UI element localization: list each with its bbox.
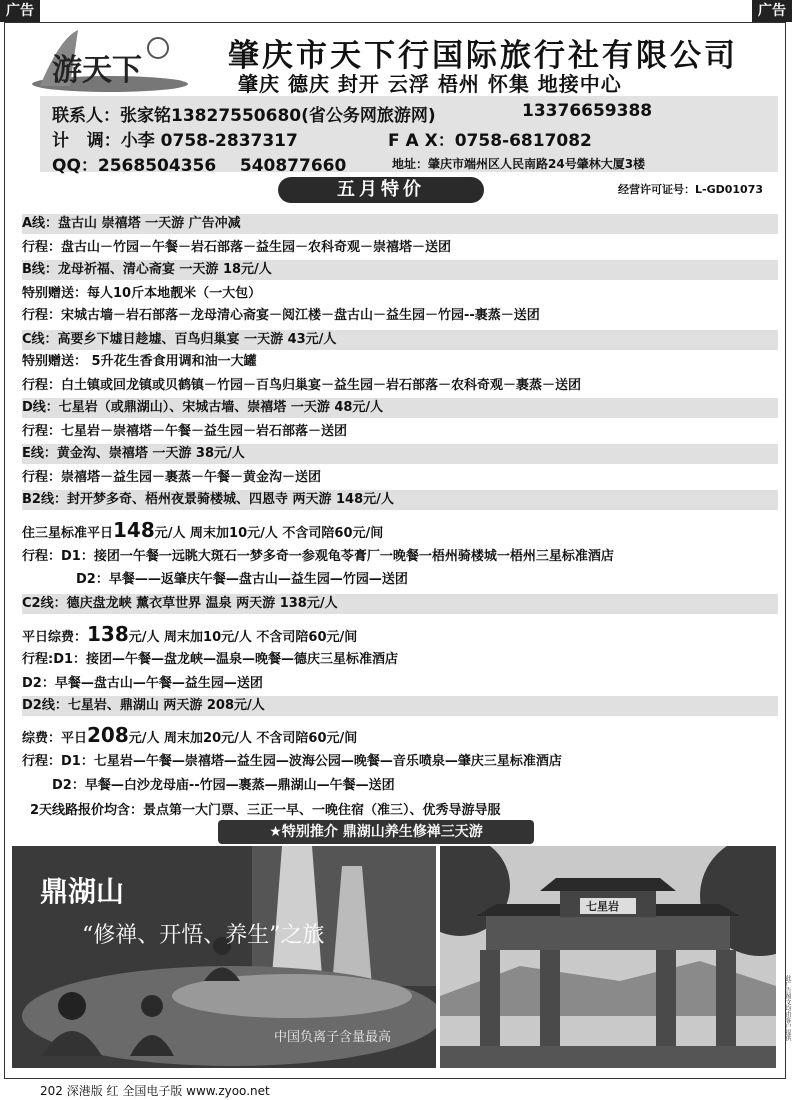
- route-row: 行程：宋城古墙－岩石部落－龙母清心斋宴－阅江楼－盘古山－益生园－竹园--裹蒸－送团: [22, 308, 540, 323]
- photo-title: 鼎湖山: [40, 875, 125, 908]
- side-disclaimer: 此广告图文均由客户提供: [784, 975, 791, 1041]
- contact-dispatch: 计 调：小李 0758-2837317: [52, 131, 298, 151]
- route-row: B线：龙母祈福、清心斋宴 一天游 18元/人: [22, 260, 778, 280]
- ad-label-right: 广告: [752, 0, 792, 22]
- contact-address: 地址：肇庆市端州区人民南路24号肇林大厦3楼: [392, 157, 646, 171]
- route-row: B2线：封开梦多奇、梧州夜景骑楼城、四恩寺 两天游 148元/人: [22, 490, 778, 510]
- c2-price: 平日综费：138元/人 周末加10元/人 不含司陪60元/间: [22, 622, 358, 646]
- contact-qq: QQ：2568504356 540877660: [52, 156, 347, 176]
- company-name: 肇庆市天下行国际旅行社有限公司: [228, 38, 738, 74]
- d2-day1: 行程：D1：七星岩—午餐—崇禧塔—益生园—波海公园—晚餐—音乐喷泉—肇庆三星标准酒店: [22, 754, 562, 769]
- route-row: C线：高要乡下墟日趁墟、百鸟归巢宴 一天游 43元/人: [22, 330, 778, 350]
- route-row: 特别赠送： 5升花生香食用调和油一大罐: [22, 354, 257, 369]
- c2-title: C2线：德庆盘龙峡 薰衣草世界 温泉 两天游 138元/人: [22, 594, 778, 614]
- photo-caption: 中国负离子含量最高: [274, 1030, 392, 1045]
- route-row: 特别赠送：每人10斤本地靓米（一大包）: [22, 286, 262, 301]
- package-includes-note: 2天线路报价均含：景点第一大门票、三正一早、一晚住宿（准三）、优秀导游导服: [30, 803, 501, 818]
- memorial-gate-photo: [440, 846, 776, 1068]
- license-number: 经营许可证号：L-GD01073: [618, 183, 764, 196]
- service-areas: 肇庆 德庆 封开 云浮 梧州 怀集 地接中心: [238, 72, 622, 96]
- contact-person: 联系人：张家铭13827550680(省公务网旅游网): [52, 106, 436, 126]
- b2-price: 住三星标准平日148元/人 周末加10元/人 不含司陪60元/间: [22, 518, 384, 542]
- d2-title: D2线：七星岩、鼎湖山 两天游 208元/人: [22, 696, 778, 716]
- d2-price: 综费：平日208元/人 周末加20元/人 不含司陪60元/间: [22, 723, 358, 747]
- recommend-banner: ★特别推介 鼎湖山养生修禅三天游: [218, 820, 534, 844]
- b2-day2: D2：早餐——返肇庆午餐—盘古山—益生园—竹园—送团: [76, 572, 408, 587]
- route-row: E线：黄金沟、崇禧塔 一天游 38元/人: [22, 444, 778, 464]
- gate-scene: [440, 846, 776, 1068]
- gate-plaque: 七星岩: [586, 900, 619, 913]
- d2-day2: D2：早餐—白沙龙母庙--竹园—裹蒸—鼎湖山—午餐—送团: [52, 778, 395, 793]
- ad-label-left: 广告: [0, 0, 40, 22]
- route-row: A线：盘古山 崇禧塔 一天游 广告冲减: [22, 214, 778, 234]
- company-logo: [30, 28, 190, 96]
- page-footer: 202 深港版 红 全国电子版 www.zyoo.net: [40, 1084, 270, 1098]
- route-row: 行程：盘古山－竹园－午餐－岩石部落－益生园－农科奇观－崇禧塔－送团: [22, 240, 452, 255]
- c2-day1: 行程:D1：接团—午餐—盘龙峡—温泉—晚餐—德庆三星标准酒店: [22, 652, 399, 667]
- may-special-banner: 五月特价: [278, 177, 484, 203]
- contact-phone-2: 13376659388: [522, 101, 653, 121]
- route-row: 行程：七星岩－崇禧塔－午餐－益生园－岩石部落－送团: [22, 424, 348, 439]
- route-row: D线：七星岩（或鼎湖山）、宋城古墙、崇禧塔 一天游 48元/人: [22, 398, 778, 418]
- logo-text: 游天下: [52, 53, 142, 88]
- contact-fax: F A X：0758-6817082: [388, 131, 592, 151]
- route-row: 行程：崇禧塔－益生园－裹蒸－午餐－黄金沟－送团: [22, 470, 322, 485]
- photo-tagline: “修禅、开悟、养生”之旅: [82, 923, 325, 948]
- route-row: 行程：白土镇或回龙镇或贝鹤镇－竹园－百鸟归巢宴－益生园－岩石部落－农科奇观－裹蒸－送团: [22, 378, 582, 393]
- c2-day2: D2：早餐—盘古山—午餐—益生园—送团: [22, 676, 263, 691]
- dinghu-mountain-photo: [12, 846, 436, 1068]
- b2-day1: 行程：D1：接团一午餐一远眺大斑石一梦多奇一参观龟苓膏厂一晚餐一梧州骑楼城一梧州三星标准酒店: [22, 549, 614, 564]
